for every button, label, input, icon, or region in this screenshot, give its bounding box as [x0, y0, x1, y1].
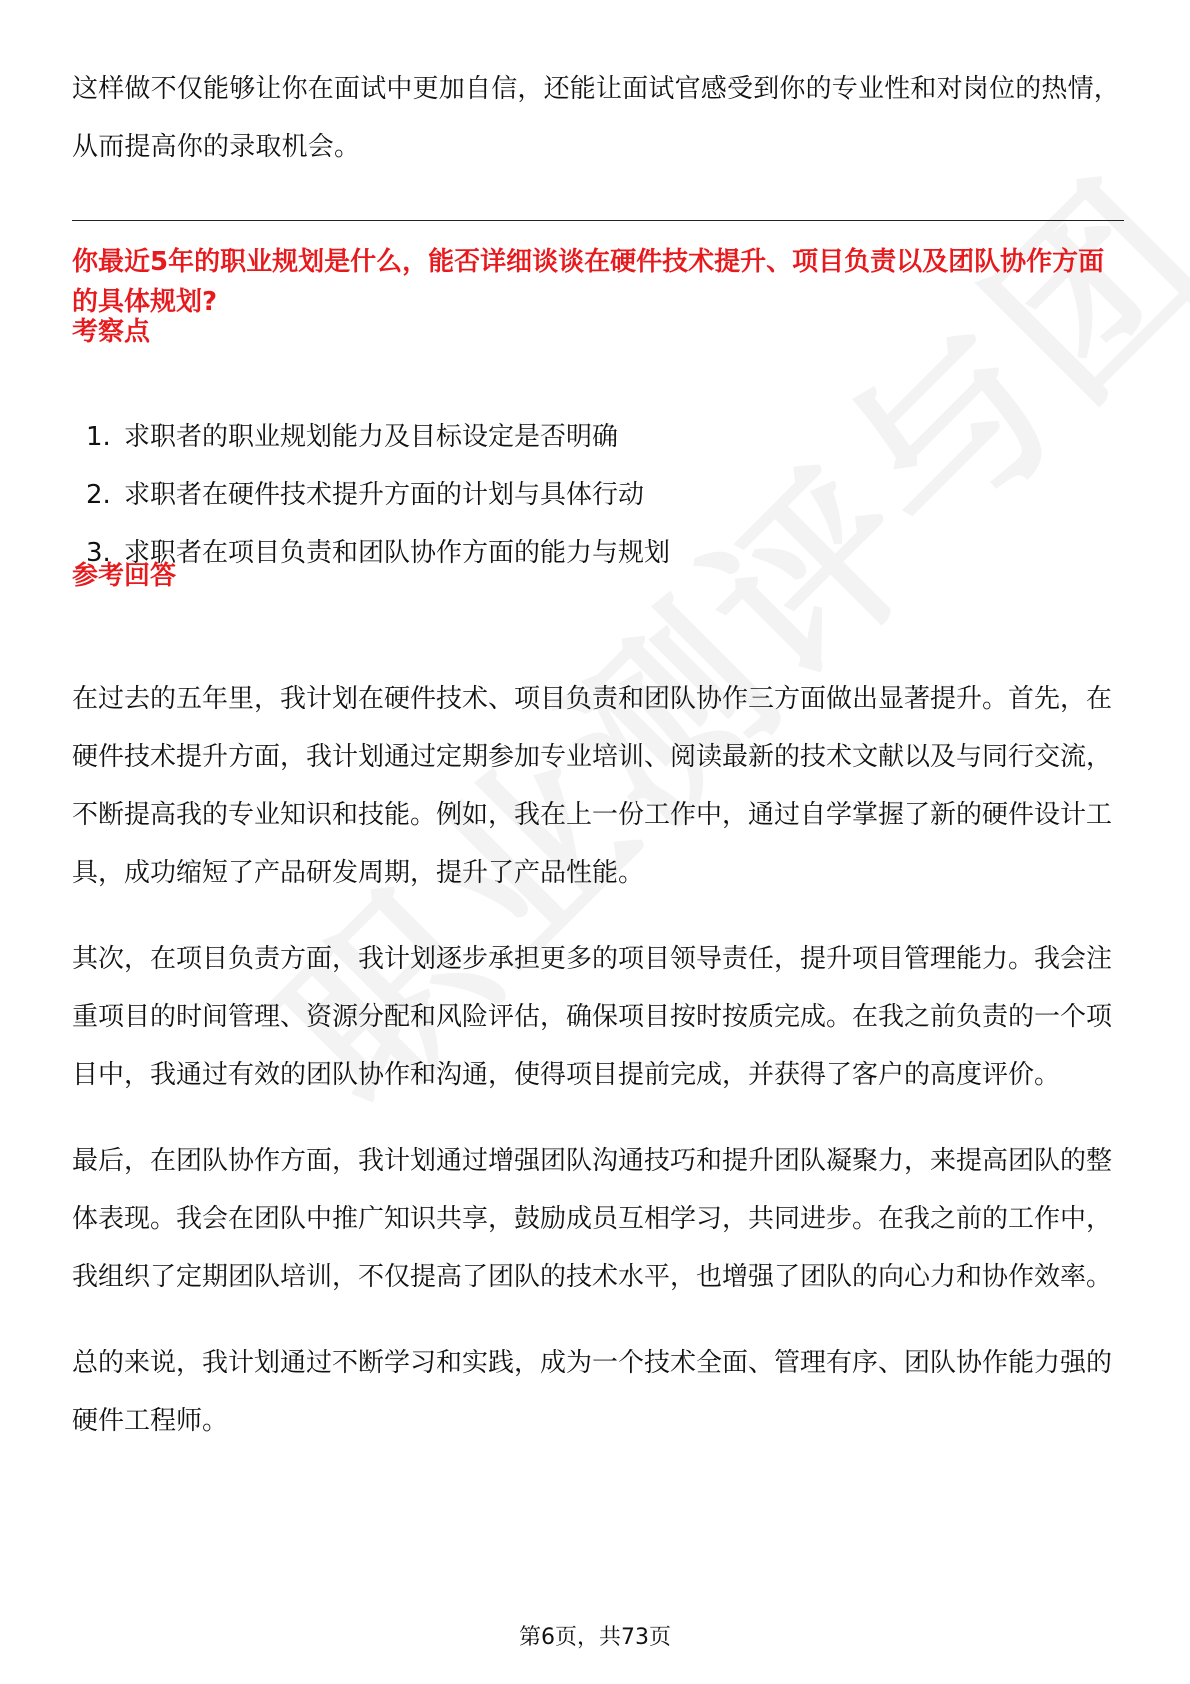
list-item: [72, 524, 1112, 582]
list-item: [72, 466, 1112, 524]
intro-paragraph: 这样做不仅能够让你在面试中更加自信，还能让面试官感受到你的专业性和对岗位的热情，从而提高你的录取机会。: [72, 74, 1121, 162]
answer-paragraph: 其次，在项目负责方面，我计划逐步承担更多的项目领导责任，提升项目管理能力。我会注重项目的时间管理、资源分配和风险评估，确保项目按时按质完成。在我之前负责的一个项目中，我通过有效的团队协作和沟通，使得项目提前完成，并获得了客户的高度评价。: [72, 944, 1113, 1090]
list-item-number: 1.: [86, 422, 111, 452]
list-item: [72, 408, 1112, 466]
page-footer: 第6页，共73页: [519, 1625, 671, 1650]
divider: [72, 220, 1124, 221]
intro-block: [72, 60, 1122, 176]
list-item-text: 求职者在项目负责和团队协作方面的能力与规划: [124, 538, 671, 568]
list-item-text: 求职者在硬件技术提升方面的计划与具体行动: [124, 480, 645, 510]
list-item-number: 2.: [86, 480, 111, 510]
list-item-text: 求职者的职业规划能力及目标设定是否明确: [124, 422, 619, 452]
answer-paragraph: 在过去的五年里，我计划在硬件技术、项目负责和团队协作三方面做出显著提升。首先，在硬件技术提升方面，我计划通过定期参加专业培训、阅读最新的技术文献以及与同行交流，不断提高我的专业知识和技能。例如，我在上一份工作中，通过自学掌握了新的硬件设计工具，成功缩短了产品研发周期，提升了产品性能。: [72, 684, 1113, 888]
answer-paragraph: 最后，在团队协作方面，我计划通过增强团队沟通技巧和提升团队凝聚力，来提高团队的整体表现。我会在团队中推广知识共享，鼓励成员互相学习，共同进步。在我之前的工作中，我组织了定期团队培训，不仅提高了团队的技术水平，也增强了团队的向心力和协作效率。: [72, 1146, 1113, 1292]
question-heading: 你最近5年的职业规划是什么，能否详细谈谈在硬件技术提升、项目负责以及团队协作方面的具体规划?: [72, 247, 1105, 317]
focus-points-list: [72, 408, 1112, 582]
list-item-number: 3.: [86, 538, 111, 568]
answer-title: 参考回答: [72, 561, 177, 591]
answer-block: [72, 670, 1127, 1478]
answer-paragraph: 总的来说，我计划通过不断学习和实践，成为一个技术全面、管理有序、团队协作能力强的硬件工程师。: [72, 1348, 1113, 1436]
focus-title: 考察点: [72, 317, 151, 347]
